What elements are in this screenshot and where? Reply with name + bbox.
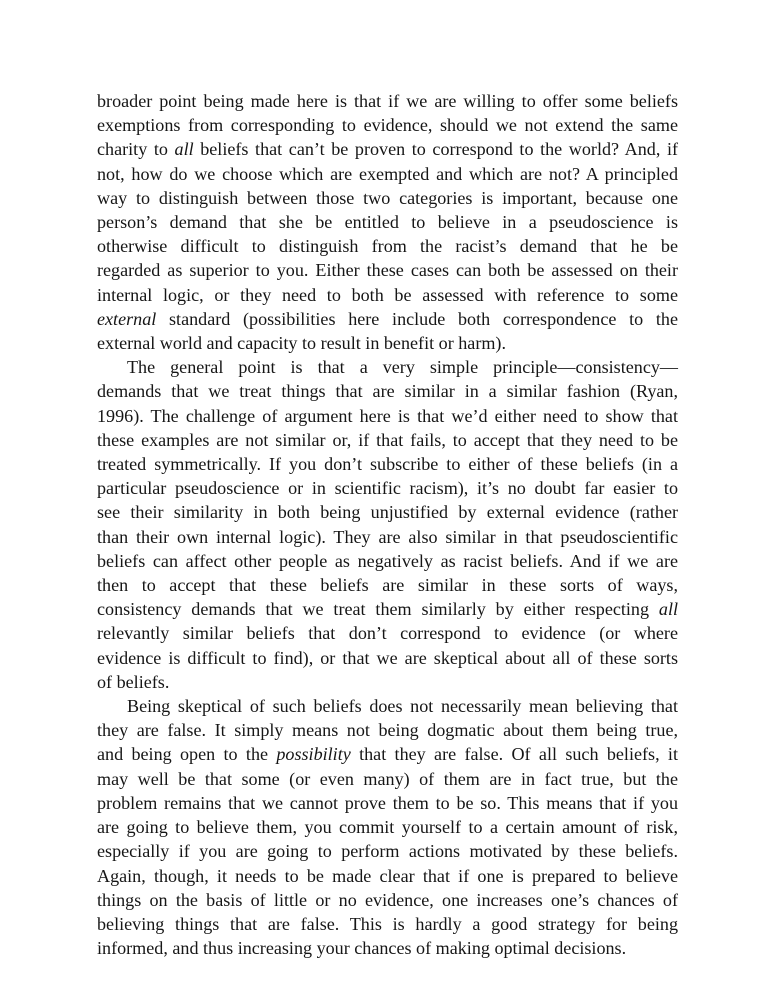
text-line bbox=[97, 500, 678, 524]
text-run: person’s demand that she be entitled to believe in a pseudoscience is bbox=[97, 212, 678, 233]
text-run: are going to believe them, you commit yourself to a certain amount of risk, bbox=[97, 817, 678, 838]
text-run: relevantly similar beliefs that don’t correspond to evidence (or where bbox=[97, 623, 678, 644]
text-line bbox=[97, 234, 678, 258]
text-line bbox=[97, 525, 678, 549]
text-line bbox=[97, 89, 678, 113]
text-run: consistency demands that we treat them similarly by either respecting bbox=[97, 599, 659, 620]
text-line bbox=[97, 912, 678, 936]
text-line bbox=[97, 210, 678, 234]
text-line bbox=[97, 791, 678, 815]
text-run: regarded as superior to you. Either these cases can both be assessed on their bbox=[97, 260, 678, 281]
text-run: broader point being made here is that if we are willing to offer some beliefs bbox=[97, 91, 678, 111]
text-run: Again, though, it needs to be made clear that if one is prepared to believe bbox=[97, 865, 678, 886]
text-run: The general point is that a very simple principle—consistency— bbox=[127, 357, 678, 378]
text-line bbox=[97, 864, 678, 888]
emphasized-text: all bbox=[658, 599, 678, 620]
text-run: standard (possibilities here include both correspondence to the bbox=[156, 308, 678, 329]
text-line bbox=[97, 839, 678, 863]
text-line bbox=[97, 646, 678, 670]
text-line bbox=[97, 428, 678, 452]
text-line bbox=[97, 162, 678, 186]
text-run: particular pseudoscience or in scientific racism), it’s no doubt far easier to bbox=[97, 478, 678, 499]
text-run: evidence is difficult to find), or that we are skeptical about all of these sorts bbox=[97, 647, 678, 668]
text-line bbox=[97, 452, 678, 476]
text-line bbox=[97, 815, 678, 839]
text-run: way to distinguish between those two categories is important, because one bbox=[97, 187, 678, 208]
text-run: Being skeptical of such beliefs does not necessarily mean believing that bbox=[127, 696, 678, 717]
text-line bbox=[97, 670, 678, 694]
text-run: 1996). The challenge of argument here is that we’d either need to show that bbox=[97, 405, 678, 426]
emphasized-text: all bbox=[174, 139, 194, 160]
text-line bbox=[97, 331, 678, 355]
text-run: believing things that are false. This is hardly a good strategy for being bbox=[97, 913, 678, 934]
text-line bbox=[97, 742, 678, 766]
text-run: informed, and thus increasing your chances of making optimal decisions. bbox=[97, 938, 627, 959]
text-run: may well be that some (or even many) of them are in fact true, but the bbox=[97, 768, 678, 789]
text-run: otherwise difficult to distinguish from the racist’s demand that he be bbox=[97, 236, 678, 257]
body-text bbox=[97, 89, 678, 960]
text-run: treated symmetrically. If you don’t subscribe to either of these beliefs (in a bbox=[97, 454, 678, 475]
text-line bbox=[97, 767, 678, 791]
text-run: external world and capacity to result in benefit or harm). bbox=[97, 333, 506, 354]
text-run: not, how do we choose which are exempted and which are not? A principled bbox=[97, 163, 678, 184]
text-line bbox=[97, 549, 678, 573]
text-run: see their similarity in both being unjustified by external evidence (rather bbox=[97, 502, 678, 523]
emphasized-text: possibility bbox=[276, 744, 351, 765]
text-run: these examples are not similar or, if that fails, to accept that they need to be bbox=[97, 429, 678, 450]
text-run: exemptions from corresponding to evidence, should we not extend the same bbox=[97, 115, 678, 136]
text-run: especially if you are going to perform actions motivated by these beliefs. bbox=[97, 841, 678, 862]
text-line bbox=[97, 936, 678, 960]
paragraph bbox=[97, 355, 678, 694]
paragraph bbox=[97, 694, 678, 960]
text-run: problem remains that we cannot prove them to be so. This means that if you bbox=[97, 792, 678, 813]
text-run: internal logic, or they need to both be assessed with reference to some bbox=[97, 284, 678, 305]
text-line bbox=[97, 186, 678, 210]
text-run: then to accept that these beliefs are similar in these sorts of ways, bbox=[97, 575, 678, 596]
text-run: charity to bbox=[97, 139, 175, 160]
text-run: of beliefs. bbox=[97, 671, 170, 692]
text-run: beliefs that can’t be proven to correspond to the world? And, if bbox=[193, 139, 678, 160]
text-line bbox=[97, 355, 678, 379]
paragraph bbox=[97, 89, 678, 355]
text-run: beliefs can affect other people as negatively as racist beliefs. And if we are bbox=[97, 550, 678, 571]
text-run: things on the basis of little or no evidence, one increases one’s chances of bbox=[97, 889, 678, 910]
text-line bbox=[97, 597, 678, 621]
text-line bbox=[97, 113, 678, 137]
text-line bbox=[97, 404, 678, 428]
text-run: than their own internal logic). They are also similar in that pseudoscientific bbox=[97, 526, 678, 547]
text-line bbox=[97, 888, 678, 912]
text-run: demands that we treat things that are similar in a similar fashion (Ryan, bbox=[97, 381, 678, 402]
text-line bbox=[97, 621, 678, 645]
text-line bbox=[97, 573, 678, 597]
text-run: and being open to the bbox=[97, 744, 277, 765]
text-line bbox=[97, 718, 678, 742]
text-line bbox=[97, 476, 678, 500]
text-line bbox=[97, 283, 678, 307]
emphasized-text: external bbox=[97, 308, 157, 329]
text-line bbox=[97, 258, 678, 282]
text-run: they are false. It simply means not being dogmatic about them being true, bbox=[97, 720, 678, 741]
text-run: that they are false. Of all such beliefs, it bbox=[350, 744, 678, 765]
text-line bbox=[97, 694, 678, 718]
text-line bbox=[97, 379, 678, 403]
text-line bbox=[97, 307, 678, 331]
text-line bbox=[97, 137, 678, 161]
